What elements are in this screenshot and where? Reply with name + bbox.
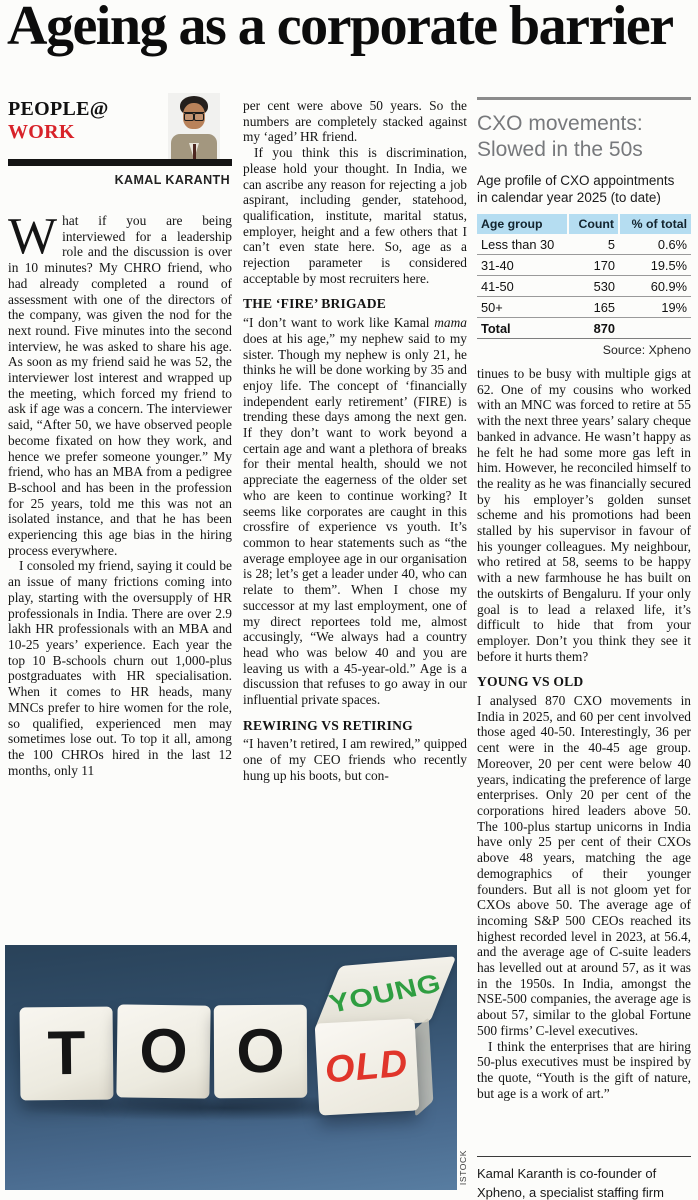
cxo-infographic bbox=[477, 97, 691, 357]
paragraph: I analysed 870 CXO movements in India in 2025, and 60 per cent involved those aged 40-50. Interestingly, 36 per cent were in the 40-45 age group. Moreover, 20 per cent were below 40 years, indicating the preference of large enterprises. Only 20 per cent of the corporations hired leaders above 50. The 100-plus startup unicorns in India have only 25 per cent of their CXOs above 48 years, matching the age demographics of their younger founders. But all is not gloom yet for CXOs above 50. The average age of incoming S&P 500 CEOs reached its highest recorded level in 2023, at 56.4, and the average age of C-suite leaders has levelled out at around 57, as it was in the 1950s. In India, amongst the NSE-500 companies, the average age is about 57, similar to the global Fortune 500 firms’ C-level executives. bbox=[477, 693, 691, 1038]
old-label: OLD bbox=[323, 1041, 411, 1092]
section-heading-rewiring-vs-retiring: REWIRING VS RETIRING bbox=[243, 717, 413, 733]
dice-letter-o1 bbox=[116, 1004, 210, 1098]
dice-letter: T bbox=[47, 1018, 86, 1089]
kicker-divider-bar bbox=[8, 159, 232, 166]
paragraph: per cent were above 50 years. So the numbers are completely stacked against my ‘aged’ HR friend. bbox=[243, 98, 467, 145]
italic-word: mama bbox=[434, 315, 467, 331]
column-kicker bbox=[8, 93, 232, 213]
paragraph: If you think this is discrimination, please hold your thought. In India, we can ascribe any reason for rejecting a job aspirant, including gender, statehood, qualification, institute, marital status, employer, height and a few others that I can’t even state here. So, age as a rejection parameter is considered acceptable by most recruiters here. bbox=[243, 145, 467, 286]
author-bio-footer: Kamal Karanth is co-founder of Xpheno, a specialist staffing firm bbox=[477, 1156, 691, 1200]
table-row bbox=[477, 255, 691, 276]
cell-pct: 0.6% bbox=[619, 234, 691, 255]
author-headshot-photo bbox=[168, 93, 220, 159]
infographic-subtitle: Age profile of CXO appointments in calendar year 2025 (to date) bbox=[477, 173, 675, 205]
dice-letter: O bbox=[138, 1016, 189, 1087]
article-body-col1 bbox=[8, 208, 232, 778]
headshot-glasses bbox=[184, 112, 204, 118]
table-row bbox=[477, 297, 691, 318]
too-young-too-old-photo bbox=[5, 945, 457, 1190]
cell-count: 170 bbox=[568, 255, 619, 276]
flipping-cube bbox=[303, 959, 453, 1119]
column-2 bbox=[243, 93, 467, 784]
table-header-row bbox=[477, 214, 691, 234]
article-body-col3 bbox=[477, 366, 691, 1101]
cell-count: 165 bbox=[568, 297, 619, 318]
table-total-row bbox=[477, 318, 691, 339]
paragraph bbox=[8, 208, 232, 558]
cell-count: 5 bbox=[568, 234, 619, 255]
cell-age-group: Total bbox=[477, 318, 568, 339]
infographic-title-line1: CXO movements: bbox=[477, 112, 643, 135]
cxo-age-table bbox=[477, 214, 691, 339]
paragraph: I think the enterprises that are hiring 50-plus executives must be inspired by the quote, “Youth is the gift of nature, but age is a work of art.” bbox=[477, 1038, 691, 1101]
cell-pct: 60.9% bbox=[619, 276, 691, 297]
infographic-title-line2: Slowed in the 50s bbox=[477, 138, 643, 161]
cell-age-group: Less than 30 bbox=[477, 234, 568, 255]
column-1 bbox=[8, 93, 232, 778]
cell-count: 530 bbox=[568, 276, 619, 297]
paragraph: “I haven’t retired, I am rewired,” quipped one of my CEO friends who recently hung up his boots, but con- bbox=[243, 736, 467, 783]
paragraph-text: hat if you are being interviewed for a leadership role and the discussion is over in 10 minutes? My CHRO friend, who had already completed a round of assessment with one of the directors of the company, was given the nod for the next round. Five minutes into the second interview, he was asked to share his age. As soon as my friend said he was 52, the interviewer lost interest and wrapped up the meeting, which forced my friend to ask if age was a concern. The interviewer said, “After 50, we have observed people become fixated on how they work, and hence we prefer someone younger.” My friend, who has an MBA from a pedigree B-school and has been in the profession for 25 years, told me this was not an isolated instance, and that he has been experiencing this age bias in the hiring process everywhere. bbox=[8, 213, 232, 558]
paragraph-text: does at his age,” my nephew said to my sister. Though my nephew is only 21, he thinks he will be done working by 35 and enjoy life. The concept of ‘financially independent early retirement’ (FIRE) is trending these days among the next gen. If they don’t want to work beyond a certain age and want a plethora of breaks for their mental health, should we not appreciate the eagerness of the older set who are keen to continue working? It seems like corporates are caught in this crossfire of experience vs youth. It’s common to hear statements such as “the average employee age in our organisation is 28; let’s get a leader under 40, who can relate to them”. When I chose my successor at my last employment, one of my direct reportees told me, almost accusingly, “We always had a country head who was below 40 and you are leaving us with a 45-year-old.” Age is a discussion that refuses to go away in our influential private spaces. bbox=[243, 330, 467, 708]
young-label: YOUNG bbox=[326, 968, 444, 1019]
col-header-count: Count bbox=[568, 214, 619, 234]
kicker-people-label: PEOPLE@ bbox=[8, 98, 109, 120]
dice-letter-t bbox=[20, 1007, 114, 1101]
cell-count: 870 bbox=[568, 318, 619, 339]
infographic-top-rule bbox=[477, 97, 691, 100]
photo-credit: ISTOCK bbox=[458, 1150, 468, 1186]
paragraph: tinues to be busy with multiple gigs at 62. One of my cousins who worked with an MNC was forced to retire at 55 with the next three years’ salary cheque banked in advance. He wasn’t happy as he felt he had some more gas left in him. However, he reconciled himself to the reality as he was financially secured by his employer’s golden sunset scheme and his promotions had been stalled by his supervisor in favour of his younger colleagues. My neighbour, who retired at 58, seems to be happy with a new farmhouse he has built on the outskirts of Bengaluru. If your only goal is to lead a relaxed life, it’s difficult to hide that from your employer. Don’t you think they see it before it hurts them? bbox=[477, 366, 691, 664]
table-row bbox=[477, 234, 691, 255]
cell-pct: 19.5% bbox=[619, 255, 691, 276]
headshot-tie bbox=[193, 144, 196, 159]
author-name: KAMAL KARANTH bbox=[114, 173, 230, 187]
paragraph-text: “I don’t want to work like Kamal bbox=[243, 315, 435, 331]
col-header-age-group: Age group bbox=[481, 217, 543, 231]
paragraph: I consoled my friend, saying it could be an issue of many frictions coming into play, starting with the oversupply of HR professionals in India. There are over 2.9 lakh HR professionals with an MBA and 10-25 years’ experience. Each year the top 10 B-schools churn out 1,000-plus postgraduates with HR specialisation. When it comes to HR heads, many MNCs prefer to hire women for the role, so qualified, experienced men may sometimes lose out. To top it all, among the 100 CHROs hired in the last 12 months, only 11 bbox=[8, 558, 232, 778]
cell-pct: 19% bbox=[619, 297, 691, 318]
infographic-source: Source: Xpheno bbox=[602, 343, 691, 357]
cell-age-group: 41-50 bbox=[477, 276, 568, 297]
infographic-title bbox=[477, 111, 691, 163]
cell-pct bbox=[619, 318, 691, 339]
paragraph bbox=[243, 315, 467, 708]
kicker-work-label: WORK bbox=[8, 121, 75, 143]
drop-cap: W bbox=[8, 208, 58, 265]
section-heading-fire-brigade: THE ‘FIRE’ BRIGADE bbox=[243, 296, 387, 312]
col-header-pct: % of total bbox=[619, 214, 691, 234]
article-headline: Ageing as a corporate barrier bbox=[7, 0, 673, 57]
cell-age-group: 50+ bbox=[477, 297, 568, 318]
table-row bbox=[477, 276, 691, 297]
cube-face-old bbox=[315, 1018, 420, 1115]
cell-age-group: 31-40 bbox=[477, 255, 568, 276]
dice-letter-o2 bbox=[214, 1005, 307, 1098]
column-3 bbox=[477, 93, 691, 1101]
dice-letter: O bbox=[236, 1016, 285, 1087]
section-heading-young-vs-old: YOUNG VS OLD bbox=[477, 674, 584, 690]
